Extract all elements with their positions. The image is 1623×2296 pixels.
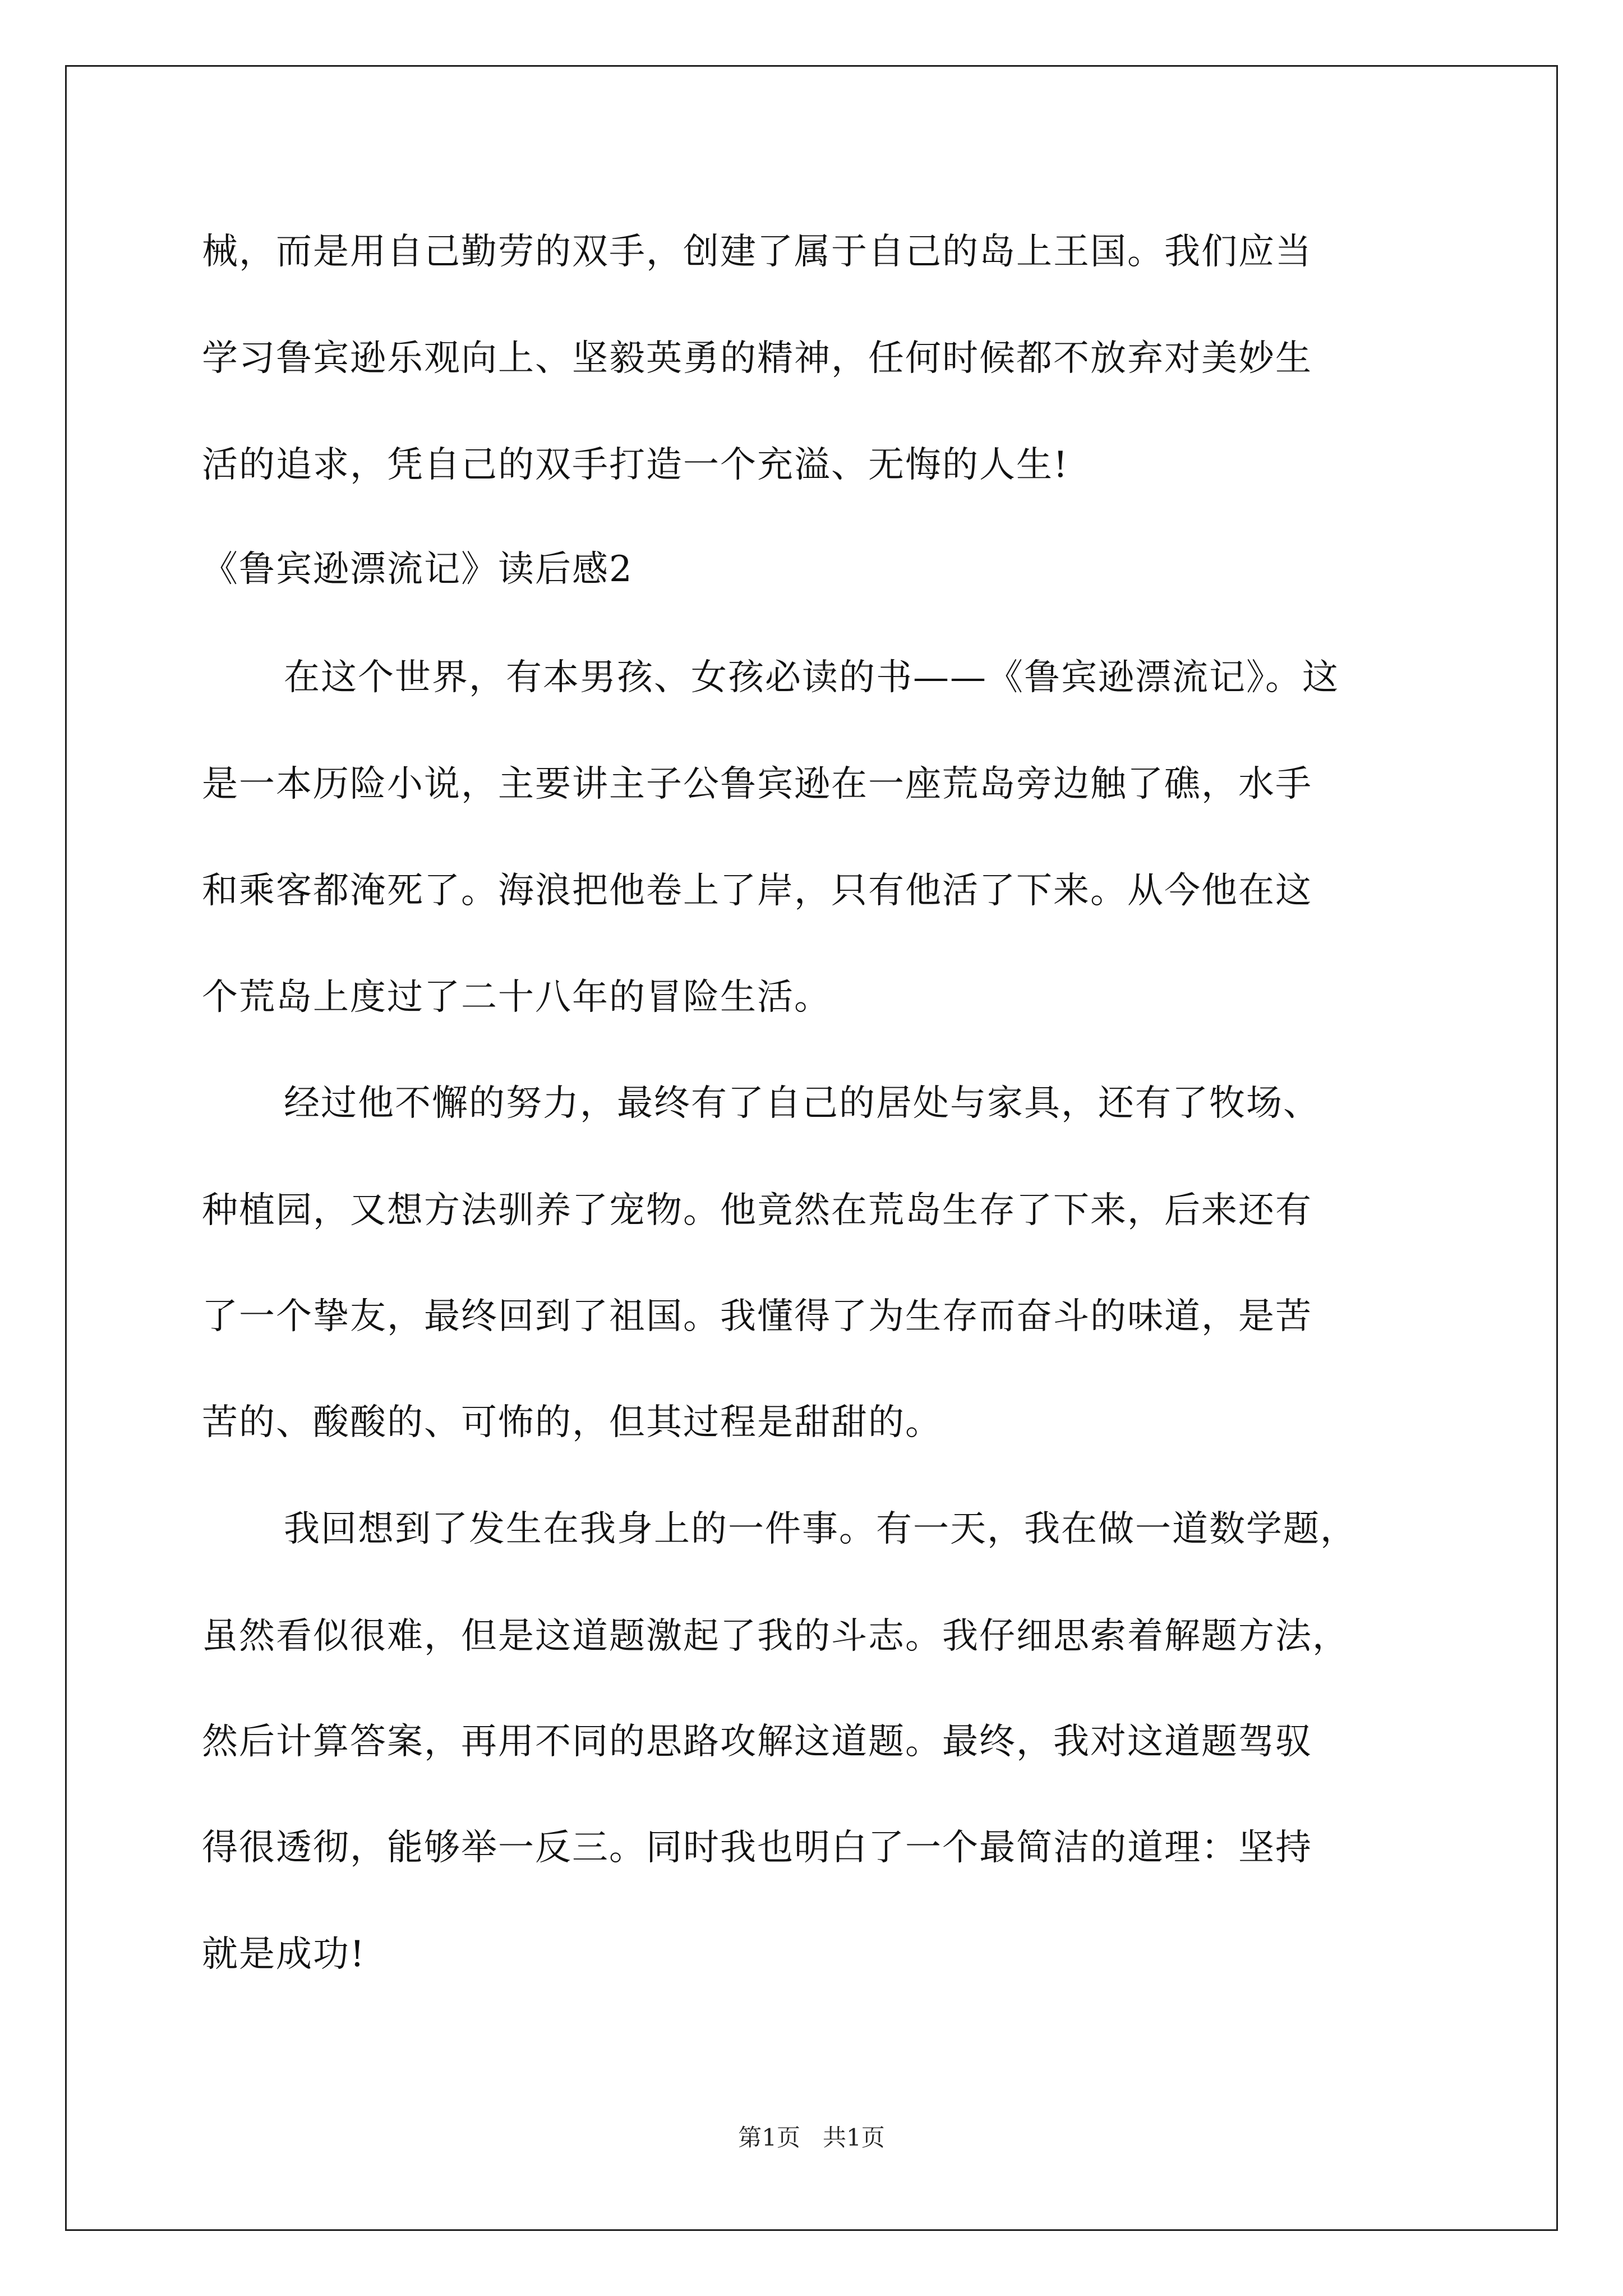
text-line: 械，而是用自己勤劳的双手，创建了属于自己的岛上王国。我们应当	[202, 231, 1312, 273]
text-line: 虽然看似很难，但是这道题激起了我的斗志。我仔细思索着解题方法，	[202, 1616, 1349, 1657]
text-line: 活的追求，凭自己的双手打造一个充溢、无悔的人生!	[202, 444, 1069, 486]
text-line: 个荒岛上度过了二十八年的冒险生活。	[202, 977, 831, 1018]
text-line: 就是成功!	[202, 1934, 366, 1975]
text-line: 经过他不懈的努力，最终有了自己的居处与家具，还有了牧场、	[284, 1083, 1320, 1124]
text-line: 学习鲁宾逊乐观向上、坚毅英勇的精神，任何时候都不放弃对美妙生	[202, 338, 1312, 379]
text-line: 苦的、酸酸的、可怖的，但其过程是甜甜的。	[202, 1402, 942, 1443]
text-line: 种植园，又想方法驯养了宠物。他竟然在荒岛生存了下来，后来还有	[202, 1190, 1312, 1231]
page-total: 共1页	[823, 2124, 885, 2151]
page-number: 第1页	[738, 2124, 800, 2151]
text-line: 得很透彻，能够举一反三。同时我也明白了一个最简洁的道理：坚持	[202, 1827, 1312, 1869]
page-border	[65, 65, 1558, 2231]
text-line: 我回想到了发生在我身上的一件事。有一天，我在做一道数学题，	[284, 1508, 1357, 1550]
text-line: 在这个世界，有本男孩、女孩必读的书——《鲁宾逊漂流记》。这	[284, 657, 1339, 698]
text-line: 和乘客都淹死了。海浪把他卷上了岸，只有他活了下来。从今他在这	[202, 870, 1312, 912]
text-line: 然后计算答案，再用不同的思路攻解这道题。最终，我对这道题驾驭	[202, 1721, 1312, 1763]
section-heading: 《鲁宾逊漂流记》读后感2	[202, 549, 633, 590]
page-footer	[0, 2126, 1623, 2150]
text-line: 了一个挚友，最终回到了祖国。我懂得了为生存而奋斗的味道，是苦	[202, 1296, 1312, 1337]
text-line: 是一本历险小说，主要讲主子公鲁宾逊在一座荒岛旁边触了礁，水手	[202, 763, 1312, 805]
